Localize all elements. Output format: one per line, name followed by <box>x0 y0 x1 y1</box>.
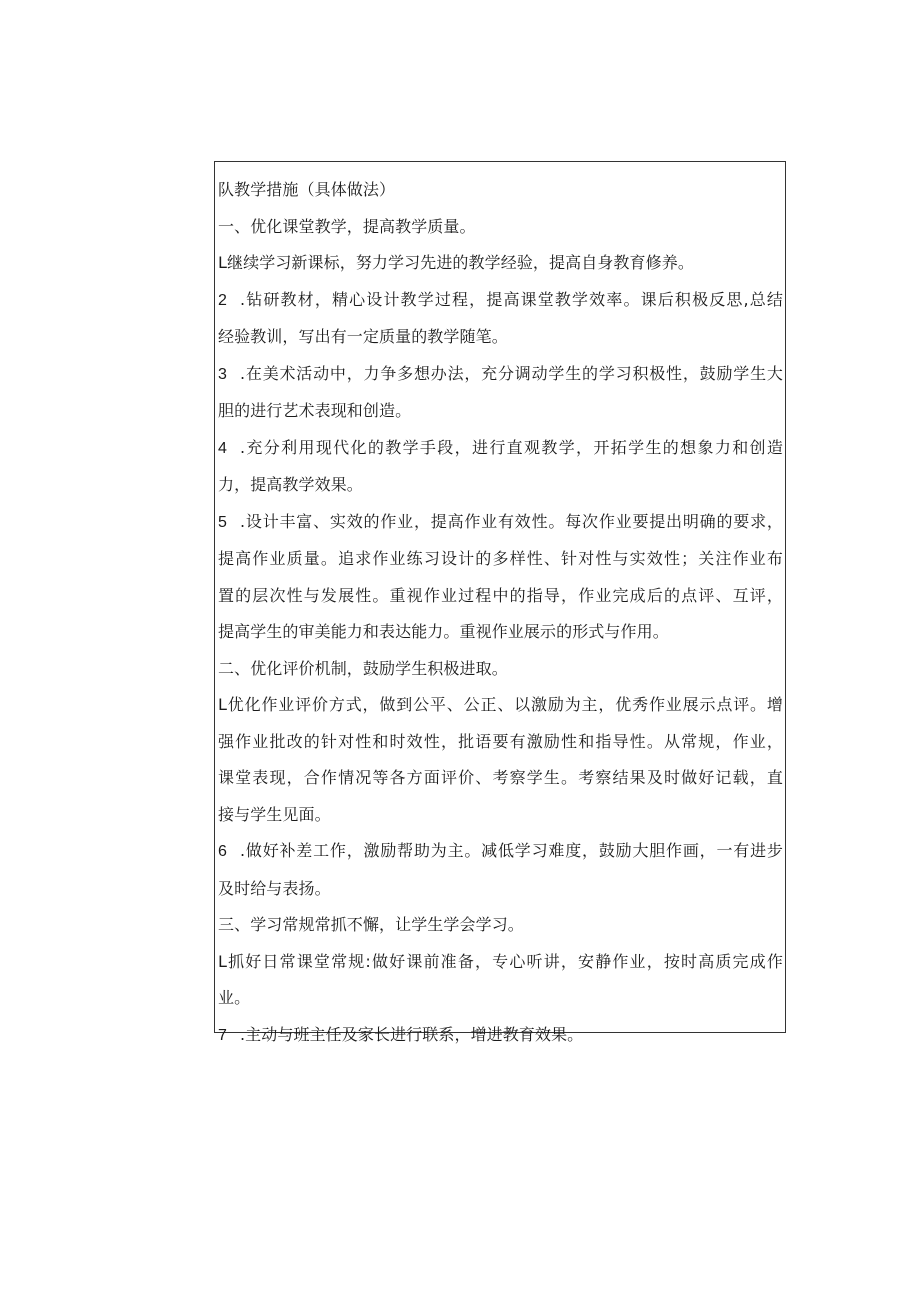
section-1-item-1: L继续学习新课标，努力学习先进的教学经验，提高自身教育修养。 <box>218 253 694 272</box>
section-3-item-7-line-1 <box>218 1017 783 1055</box>
measures-table-cell <box>214 161 786 1044</box>
document-heading: 队教学措施（具体做法） <box>218 180 396 199</box>
section-1-item-5-line-3: 置的层次性与发展性。重视作业过程中的指导，作业完成后的点评、互评， <box>218 585 783 605</box>
section-3-item-1-line-1: L抓好日常课堂常规:做好课前准备，专心听讲，安静作业，按时高质完成作 <box>218 951 783 971</box>
section-1-item-5-line-2: 提高作业质量。追求作业练习设计的多样性、针对性与实效性；关注作业布 <box>218 549 783 568</box>
section-1-item-5-line-4: 提高学生的审美能力和表达能力。重视作业展示的形式与作用。 <box>218 622 669 641</box>
item-number: 2 <box>218 291 227 309</box>
item-text: .主动与班主任及家长进行联系，增进教育效果。 <box>240 1024 584 1044</box>
item-number: 6 <box>218 843 227 860</box>
section-2-item-1-line-4: 接与学生见面。 <box>218 804 331 824</box>
section-3-title: 三、学习常规常抓不懈，让学生学会学习。 <box>218 915 524 934</box>
section-1-title: 一、优化课堂教学，提高教学质量。 <box>218 216 476 236</box>
section-1-item-2-line-2: 经验教训，写出有一定质量的教学随笔。 <box>218 327 508 346</box>
section-1-item-4-line-2: 力，提高教学效果。 <box>218 475 363 494</box>
item-number: 4 <box>218 439 227 457</box>
section-3-item-1-line-2: 业。 <box>218 988 251 1007</box>
section-1-item-4-line-1 <box>218 430 783 468</box>
item-number: 7 <box>218 1026 227 1044</box>
item-text: .做好补差工作，激励帮助为主。减低学习难度，鼓励大胆作画，一有进步 <box>240 841 783 860</box>
section-2-item-1-line-1: L优化作业评价方式，做到公平、公正、以激励为主，优秀作业展示点评。增 <box>218 695 783 714</box>
section-1-item-3-line-2: 胆的进行艺术表现和创造。 <box>218 401 412 420</box>
item-text: .设计丰富、实效的作业，提高作业有效性。每次作业要提出明确的要求， <box>240 511 783 531</box>
item-number: 5 <box>218 513 227 531</box>
section-1-item-3-line-1 <box>218 356 783 394</box>
section-2-item-1-line-3: 课堂表现，合作情况等各方面评价、考察学生。考察结果及时做好记载，直 <box>218 768 783 787</box>
section-2-title: 二、优化评价机制，鼓励学生积极进取。 <box>218 658 508 678</box>
section-1-item-5-line-1 <box>218 504 783 542</box>
item-text: .在美术活动中，力争多想办法，充分调动学生的学习积极性，鼓励学生大 <box>240 363 783 383</box>
item-number: 3 <box>218 365 227 383</box>
section-2-item-6-line-2: 及时给与表扬。 <box>218 878 331 898</box>
item-text: .钻研教材，精心设计教学过程，提高课堂教学效率。课后积极反思,总结 <box>240 289 783 309</box>
section-1-item-2-line-1 <box>218 282 783 320</box>
item-text: .充分利用现代化的教学手段，进行直观教学，开拓学生的想象力和创造 <box>240 437 783 457</box>
section-2-item-6-line-1 <box>218 833 783 871</box>
section-2-item-1-line-2: 强作业批改的针对性和时效性，批语要有激励性和指导性。从常规，作业， <box>218 731 783 751</box>
